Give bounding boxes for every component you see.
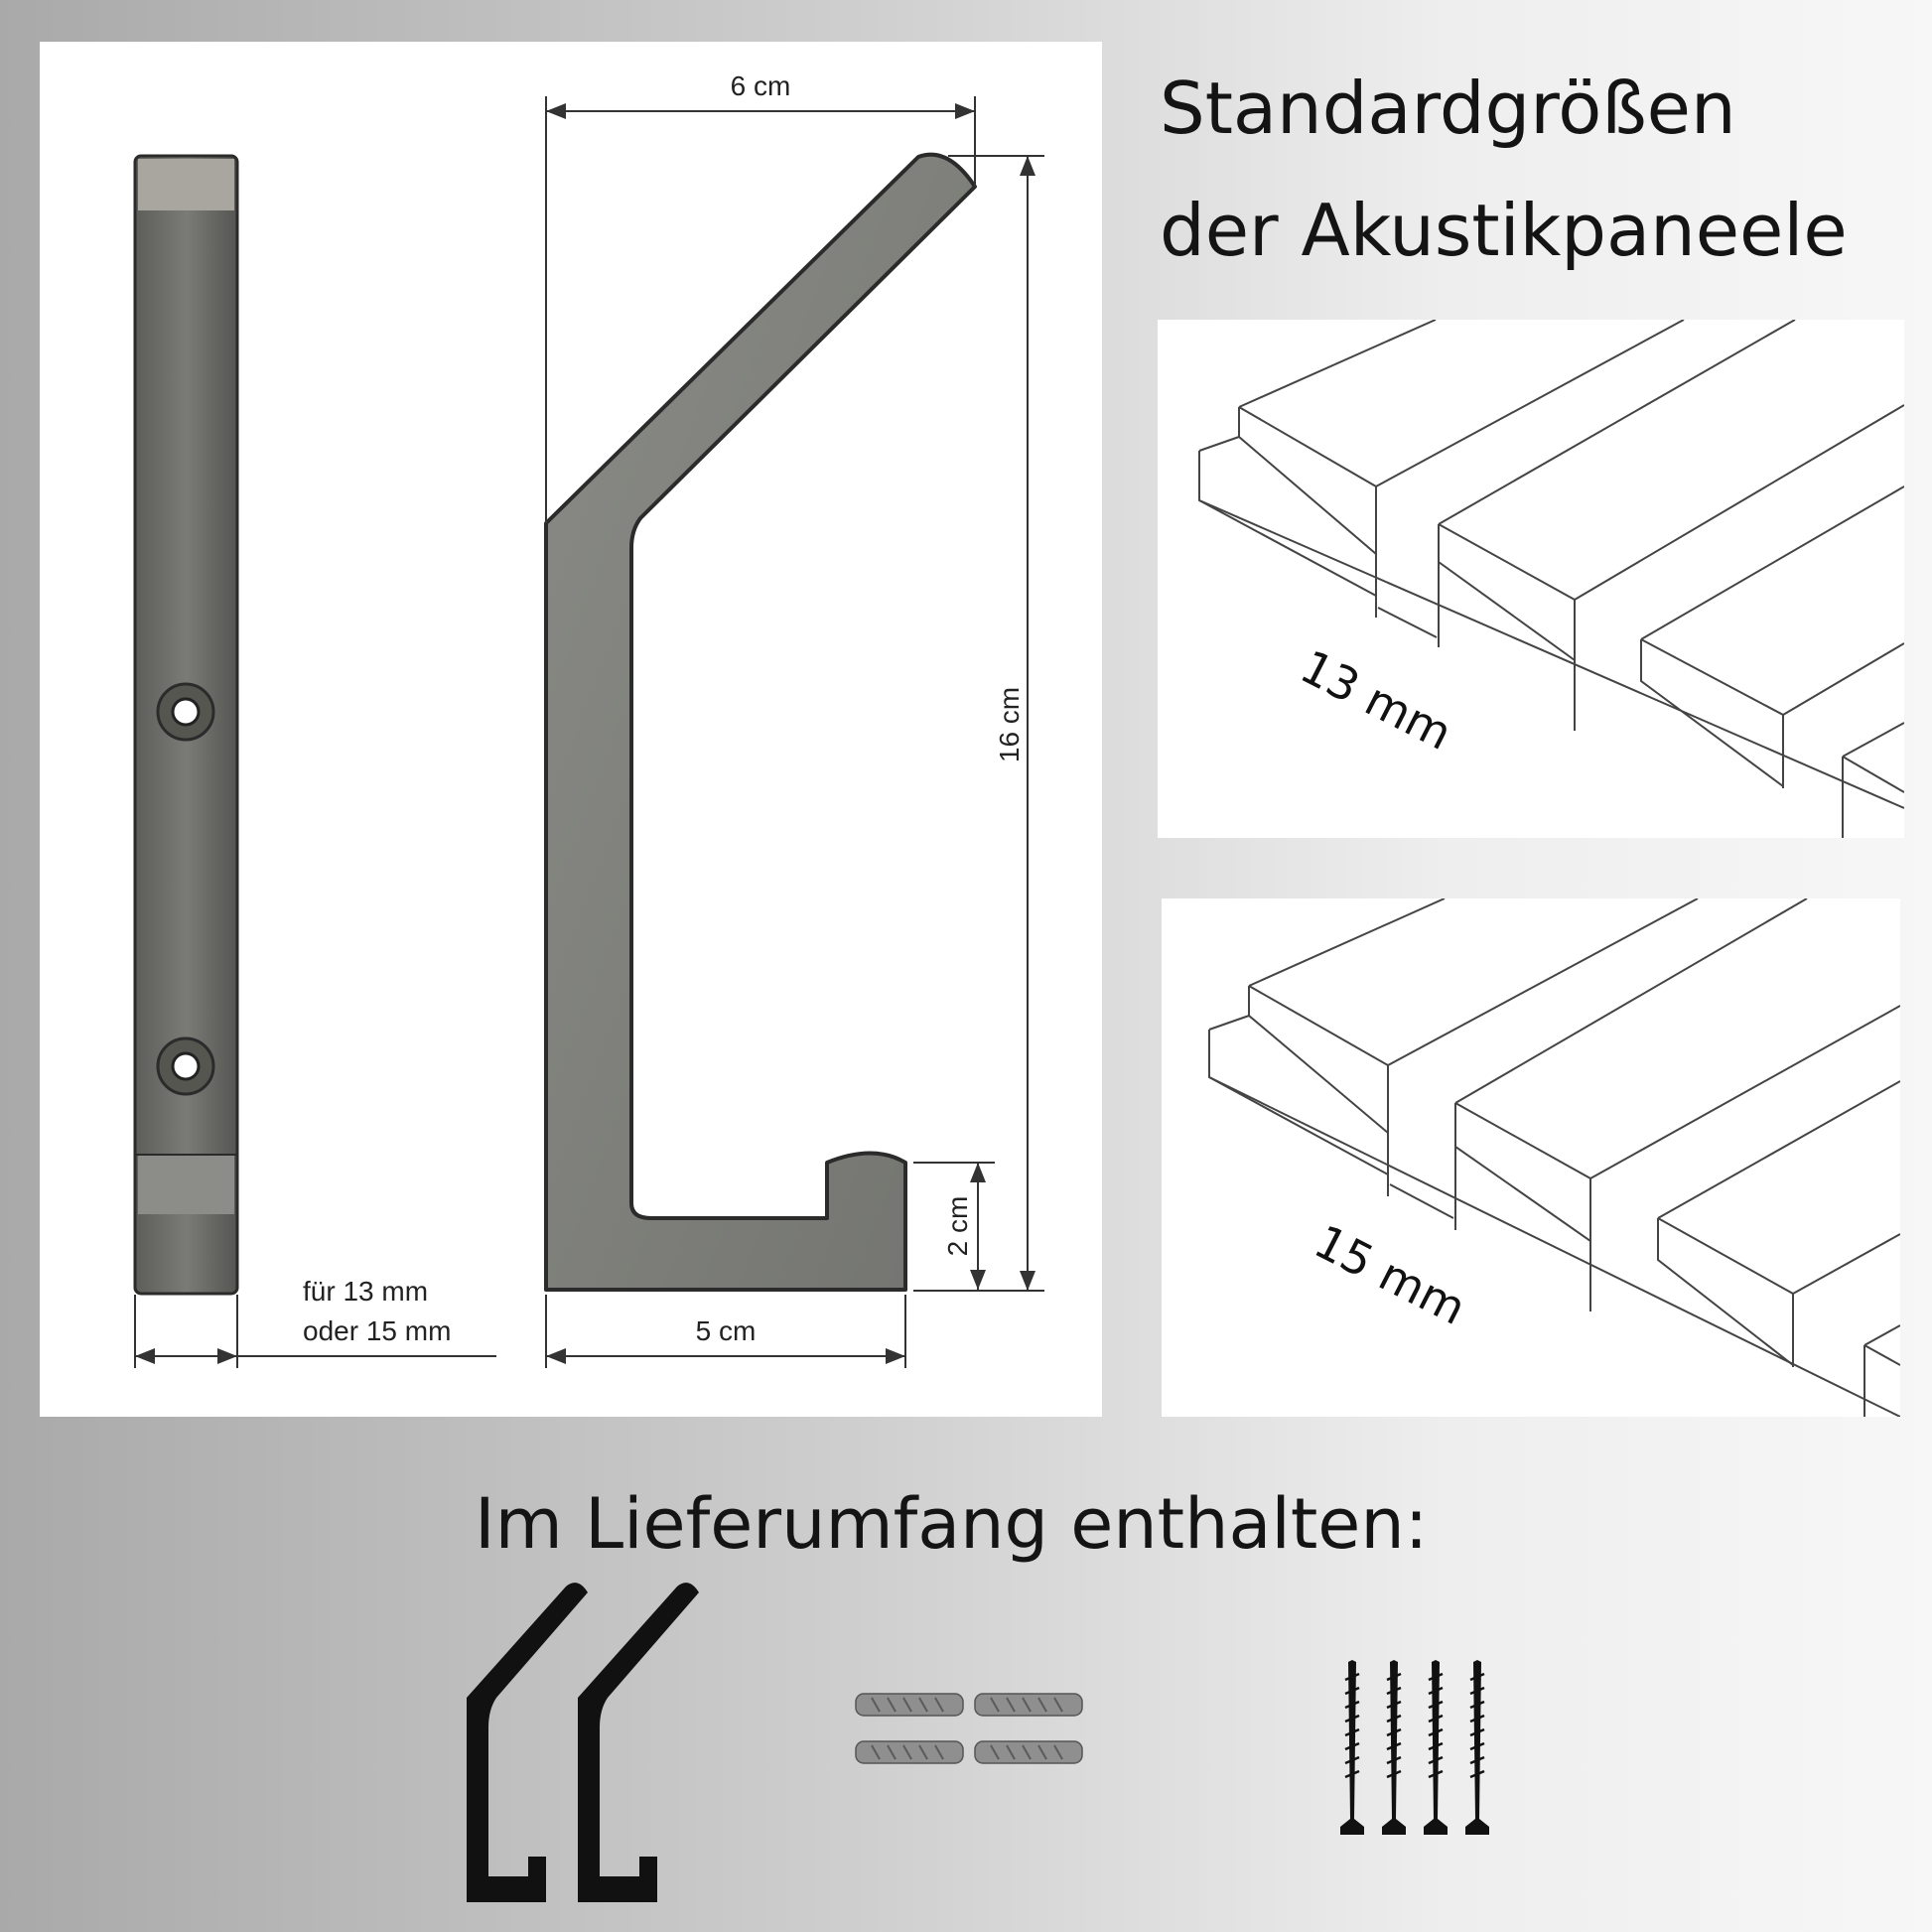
dim-height-label: 16 cm <box>994 686 1025 763</box>
hooks-icon <box>467 1579 705 1906</box>
panel-note-line2: oder 15 mm <box>303 1315 452 1346</box>
slat-diagram-15mm <box>1162 898 1900 1417</box>
hook-side-view <box>135 156 237 1294</box>
scope-of-delivery-heading: Im Lieferumfang enthalten: <box>475 1483 1429 1565</box>
gap-label-15mm: 15 mm <box>1306 1214 1475 1336</box>
slat-lines-13mm <box>1158 320 1904 838</box>
dowels-icon <box>852 1688 1086 1777</box>
dim-width-top-label: 6 cm <box>730 70 791 101</box>
dim-width-bottom-label: 5 cm <box>695 1315 757 1346</box>
panel-note-line1: für 13 mm <box>303 1276 429 1307</box>
hook-dimension-drawing <box>40 42 1102 1417</box>
dim-tip-height-label: 2 cm <box>942 1195 973 1257</box>
hook-front-view <box>546 155 975 1290</box>
standard-heading-line2: der Akustikpaneele <box>1160 189 1848 272</box>
technical-drawing-panel <box>40 42 1102 1417</box>
slat-lines-15mm <box>1162 898 1900 1417</box>
standard-sizes-heading <box>1160 48 1848 292</box>
standard-heading-line1: Standardgrößen <box>1160 67 1736 150</box>
slat-diagram-13mm <box>1158 320 1904 838</box>
gap-label-13mm: 13 mm <box>1292 639 1461 761</box>
screws-icon <box>1334 1660 1501 1839</box>
